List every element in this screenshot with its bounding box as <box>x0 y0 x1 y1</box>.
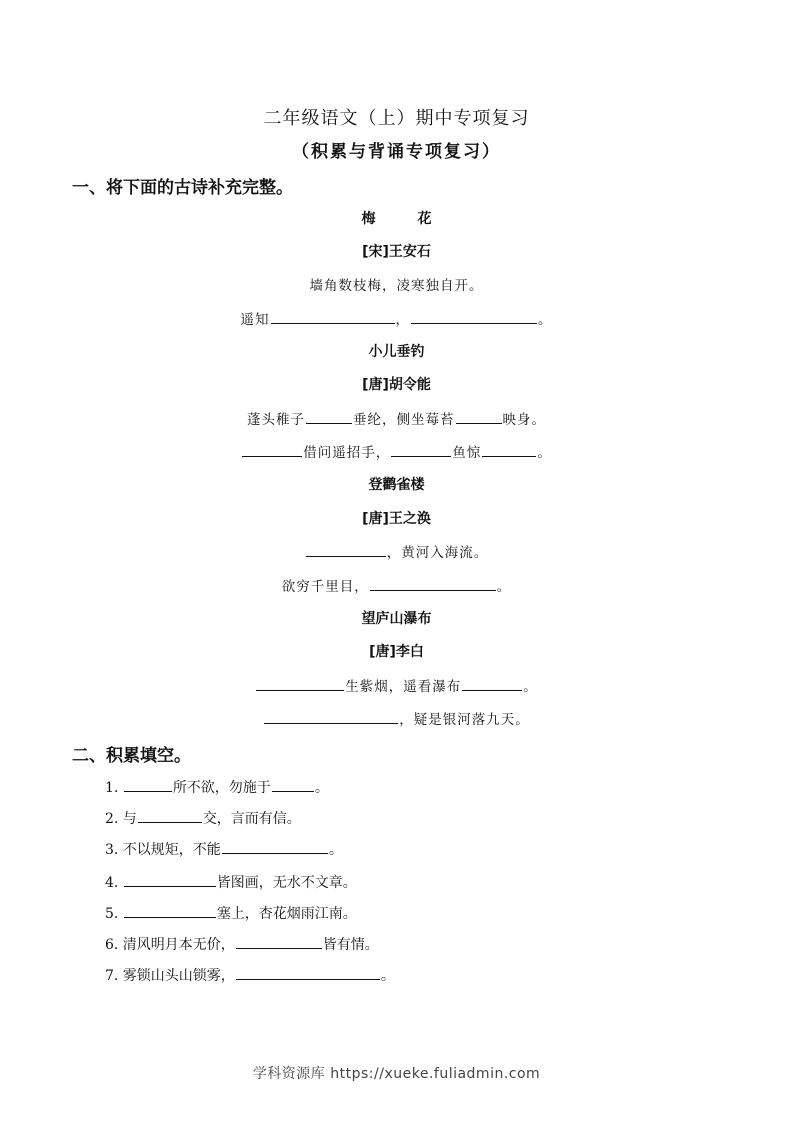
item-text: 交，言而有信。 <box>202 811 301 827</box>
fill-item <box>105 777 329 797</box>
poem-text: 。 <box>538 312 553 328</box>
poem-text: 。 <box>537 445 552 461</box>
fill-item <box>105 839 343 859</box>
fill-blank[interactable] <box>124 905 216 918</box>
poem-text: 墙角数枝梅，凌寒独自开。 <box>309 278 484 294</box>
fill-blank[interactable] <box>236 936 322 949</box>
fill-item <box>105 872 357 892</box>
item-text: 2. 与 <box>105 811 137 827</box>
poem-line <box>0 675 793 695</box>
poem-text: 。 <box>496 579 512 595</box>
fill-item <box>105 808 301 828</box>
item-text: 所不欲，勿施于 <box>172 780 271 796</box>
poem-title: 登鹳雀楼 <box>368 477 425 493</box>
fill-blank[interactable] <box>306 411 352 424</box>
poem-line <box>0 308 793 328</box>
item-text: 皆图画，无水不文章。 <box>216 875 357 891</box>
item-text: 。 <box>328 842 343 858</box>
poem-author: [唐]王之涣 <box>362 511 431 527</box>
fill-blank[interactable] <box>456 411 502 424</box>
fill-blank[interactable] <box>138 810 202 823</box>
item-text: 皆有情。 <box>322 937 379 953</box>
fill-blank[interactable] <box>391 444 451 457</box>
fill-blank[interactable] <box>370 578 496 591</box>
item-text: 塞上，杏花烟雨江南。 <box>216 906 357 922</box>
poem-text: 蓬头稚子 <box>247 412 305 428</box>
footer-source: 学科资源库 https://xueke.fuliadmin.com <box>252 1066 541 1082</box>
poem-text: ，疑是银河落九天。 <box>399 712 530 728</box>
fill-blank[interactable] <box>256 678 344 691</box>
poem-line <box>0 408 793 428</box>
poem-line <box>0 441 793 461</box>
page-title: 二年级语文（上）期中专项复习 <box>263 108 530 129</box>
poem-title: 梅 花 <box>361 211 446 227</box>
poem-text: 欲穷千里目， <box>281 579 369 595</box>
fill-blank[interactable] <box>124 874 216 887</box>
poem-text: 。 <box>523 679 538 695</box>
item-text: 7. 雾锁山头山锁雾， <box>105 968 235 984</box>
poem-author: [宋]王安石 <box>362 244 431 260</box>
poem-text: 垂纶，侧坐莓苔 <box>353 412 455 428</box>
item-text: 5. <box>105 906 123 922</box>
fill-blank[interactable] <box>462 678 522 691</box>
poem-author: [唐]李白 <box>369 644 424 660</box>
fill-blank[interactable] <box>271 311 395 324</box>
poem-text: 遥知 <box>240 312 270 328</box>
fill-blank[interactable] <box>411 311 537 324</box>
item-text: 4. <box>105 875 123 891</box>
fill-blank[interactable] <box>222 841 328 854</box>
poem-title: 望庐山瀑布 <box>361 611 432 627</box>
page-subtitle: （积累与背诵专项复习） <box>292 142 501 162</box>
fill-blank[interactable] <box>124 779 172 792</box>
fill-item <box>105 934 379 954</box>
fill-blank[interactable] <box>272 779 314 792</box>
poem-line <box>0 575 793 595</box>
fill-blank[interactable] <box>482 444 536 457</box>
item-text: 6. 清风明月本无价， <box>105 937 235 953</box>
poem-line <box>0 541 793 561</box>
poem-line <box>0 708 793 728</box>
poem-line <box>0 274 793 294</box>
fill-blank[interactable] <box>236 967 380 980</box>
fill-blank[interactable] <box>306 544 386 557</box>
poem-text: 鱼惊 <box>452 445 482 461</box>
item-text: 1. <box>105 780 123 796</box>
item-text: 3. 不以规矩，不能 <box>105 842 221 858</box>
poem-text: 映身。 <box>502 412 546 428</box>
poem-text: 生紫烟，遥看瀑布 <box>345 679 462 695</box>
fill-item <box>105 903 357 923</box>
section-heading-poems: 一、将下面的古诗补充完整。 <box>72 178 293 198</box>
poem-text: ， <box>395 312 410 328</box>
fill-blank[interactable] <box>264 711 398 724</box>
poem-text: ，黄河入海流。 <box>386 545 489 561</box>
section-heading-fill-in: 二、积累填空。 <box>72 746 191 766</box>
fill-blank[interactable] <box>242 444 302 457</box>
poem-text: 借问遥招手， <box>303 445 391 461</box>
poem-author: [唐]胡令能 <box>362 377 431 393</box>
item-text: 。 <box>314 780 329 796</box>
poem-title: 小儿垂钓 <box>368 344 425 360</box>
fill-item <box>105 965 395 985</box>
item-text: 。 <box>380 968 395 984</box>
